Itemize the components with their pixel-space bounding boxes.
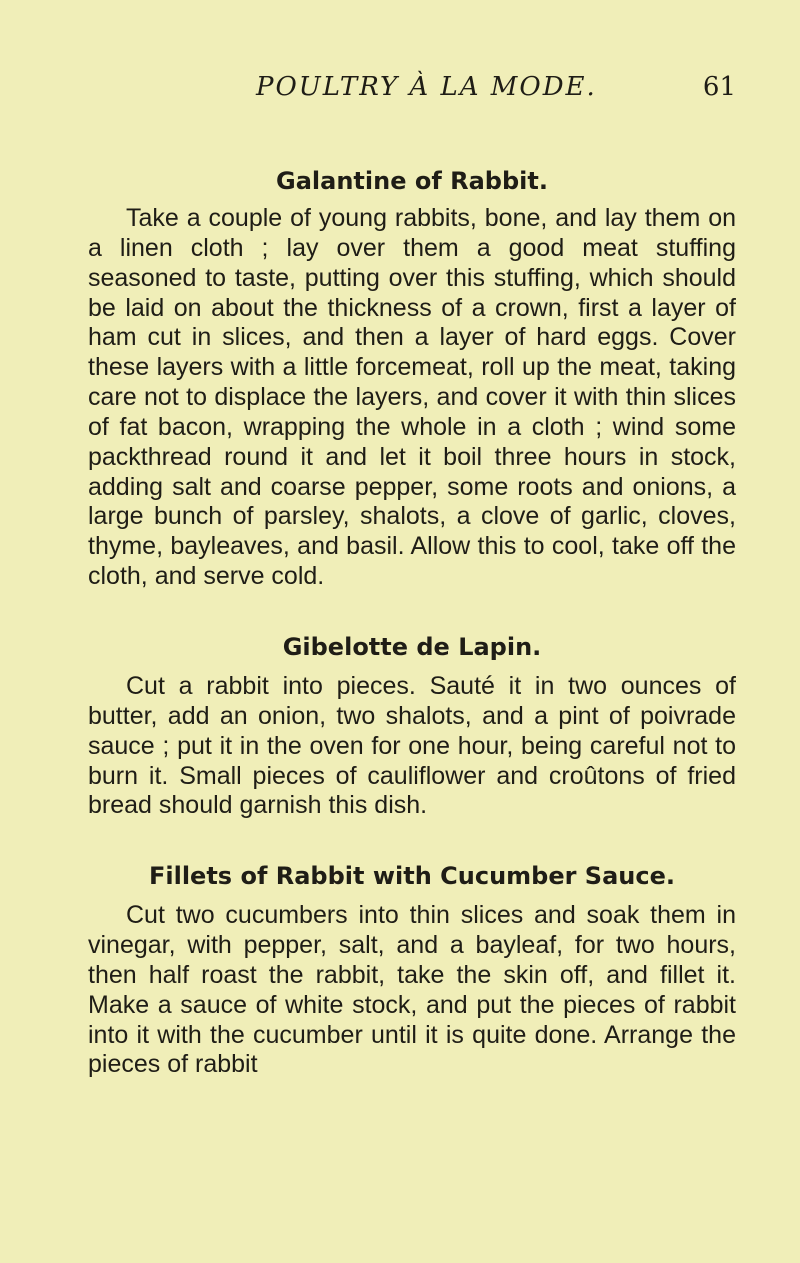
recipe-title-gibelotte: Gibelotte de Lapin.: [282, 632, 542, 661]
page-content: [88, 158, 736, 1080]
page-number: 61: [702, 72, 736, 102]
recipe-title-fillets: Fillets of Rabbit with Cucumber Sauce.: [148, 862, 675, 891]
recipe-body-fillets: Cut two cucumbers into thin slices and soak them in vinegar, with pepper, salt, and a bayleaf, for two hours, then half roast the rabbit, take the skin off, and fillet it. Make a sauce of white stock, and put the pieces of rabbit into it with the cucumber until it is quite done. Arrange the pieces of rabbit: [88, 901, 736, 1079]
recipe-body-galantine: Take a couple of young rabbits, bone, and lay them on a linen cloth ; lay over them a good meat stuffing seasoned to taste, putting over this stuffing, which should be laid on about the thickness of a crown, first a layer of ham cut in slices, and then a layer of hard eggs. Cover these layers with a little forcemeat, roll up the meat, taking care not to displace the layers, and cover it with thin slices of fat bacon, wrapping the whole in a cloth ; wind some packthread round it and let it boil three hours in stock, adding salt and coarse pepper, some roots and onions, a large bunch of parsley, shalots, a clove of garlic, cloves, thyme, bayleaves, and basil. Allow this to cool, take off the cloth, and serve cold.: [88, 204, 736, 591]
recipe-title-galantine: Galantine of Rabbit.: [276, 167, 548, 195]
running-head: [256, 72, 736, 112]
running-title: POULTRY À LA MODE.: [256, 72, 597, 102]
recipe-body-gibelotte: Cut a rabbit into pieces. Sauté it in two ounces of butter, add an onion, two shalots, and a pint of poivrade sauce ; put it in the oven for one hour, being careful not to burn it. Small pieces of cauliflower and croûtons of fried bread should garnish this dish.: [88, 671, 736, 820]
